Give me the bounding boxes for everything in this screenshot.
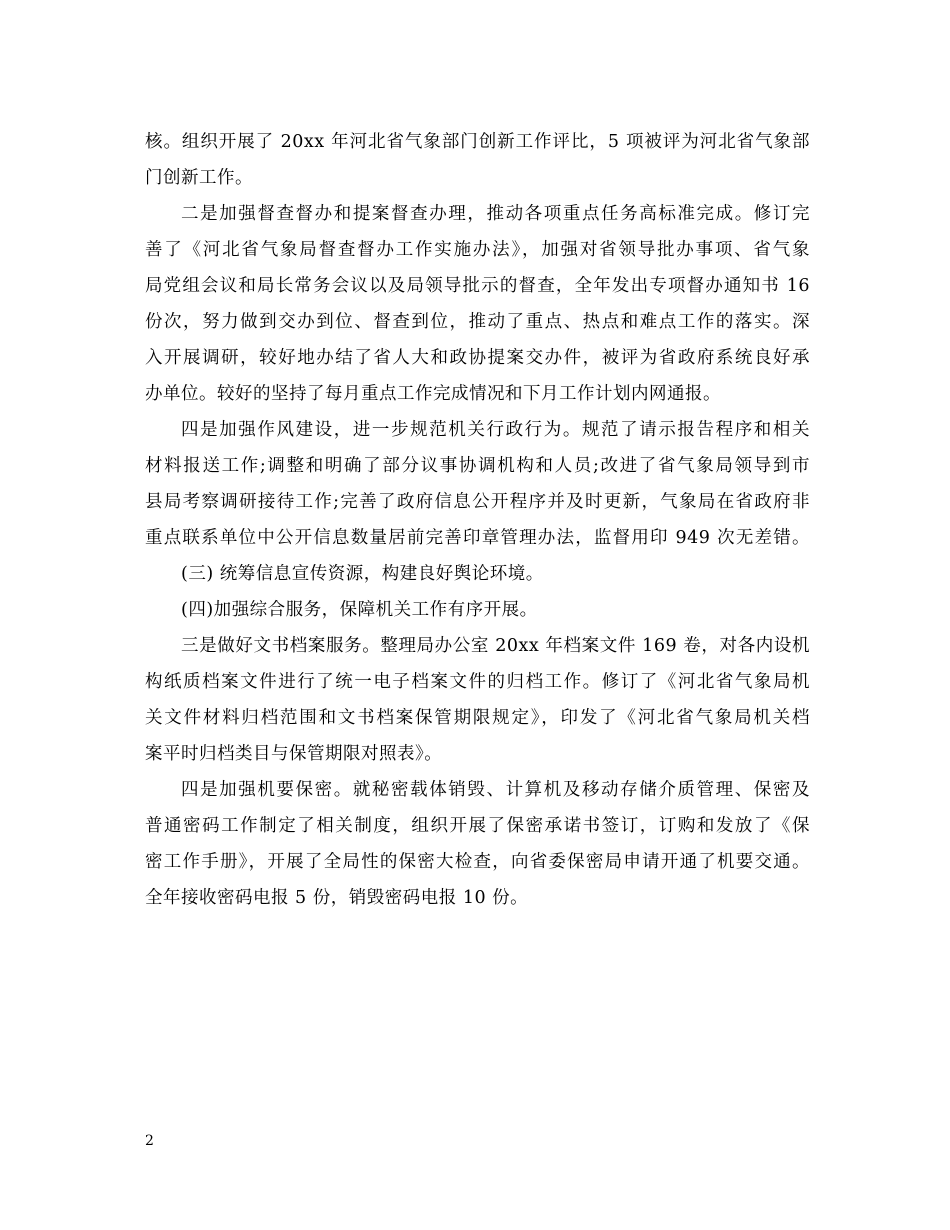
document-body	[145, 124, 810, 916]
text-line: 普通密码工作制定了相关制度，组织开展了保密承诺书签订，订购和发放了《保	[145, 816, 810, 836]
text-line: 密工作手册》，开展了全局性的保密大检查，向省委保密局申请开通了机要交通。	[145, 852, 810, 872]
text-line: 份次，努力做到交办到位、督查到位，推动了重点、热点和难点工作的落实。深	[145, 312, 810, 332]
text-line: 案平时归档类目与保管期限对照表》。	[145, 744, 443, 764]
text-line: 四是加强机要保密。就秘密载体销毁、计算机及移动存储介质管理、保密及	[181, 780, 810, 800]
text-line: 门创新工作。	[145, 168, 253, 188]
text-line: 四是加强作风建设，进一步规范机关行政行为。规范了请示报告程序和相关	[181, 420, 810, 440]
text-line: 局党组会议和局长常务会议以及局领导批示的督查，全年发出专项督办通知书 16	[145, 276, 810, 296]
text-line: 办单位。较好的坚持了每月重点工作完成情况和下月工作计划内网通报。	[145, 384, 721, 404]
text-line: 善了《河北省气象局督查督办工作实施办法》，加强对省领导批办事项、省气象	[145, 240, 810, 260]
text-line: (四)加强综合服务，保障机关工作有序开展。	[181, 600, 538, 620]
page-number: 2	[145, 1133, 154, 1149]
text-line: 核。组织开展了 20xx 年河北省气象部门创新工作评比，5 项被评为河北省气象部	[145, 132, 810, 152]
text-line: 入开展调研，较好地办结了省人大和政协提案交办件，被评为省政府系统良好承	[145, 348, 810, 368]
text-line: 三是做好文书档案服务。整理局办公室 20xx 年档案文件 169 卷，对各内设机	[181, 636, 810, 656]
text-line: 材料报送工作;调整和明确了部分议事协调机构和人员;改进了省气象局领导到市	[145, 456, 810, 476]
text-line: 重点联系单位中公开信息数量居前完善印章管理办法，监督用印 949 次无差错。	[145, 528, 810, 548]
text-line: 关文件材料归档范围和文书档案保管期限规定》，印发了《河北省气象局机关档	[145, 708, 810, 728]
text-line: 县局考察调研接待工作;完善了政府信息公开程序并及时更新，气象局在省政府非	[145, 492, 810, 512]
text-line: 构纸质档案文件进行了统一电子档案文件的归档工作。修订了《河北省气象局机	[145, 672, 810, 692]
text-line: 二是加强督查督办和提案督查办理，推动各项重点任务高标准完成。修订完	[181, 204, 810, 224]
text-line: (三) 统筹信息宣传资源，构建良好舆论环境。	[181, 564, 544, 584]
text-line: 全年接收密码电报 5 份，销毁密码电报 10 份。	[145, 888, 529, 908]
